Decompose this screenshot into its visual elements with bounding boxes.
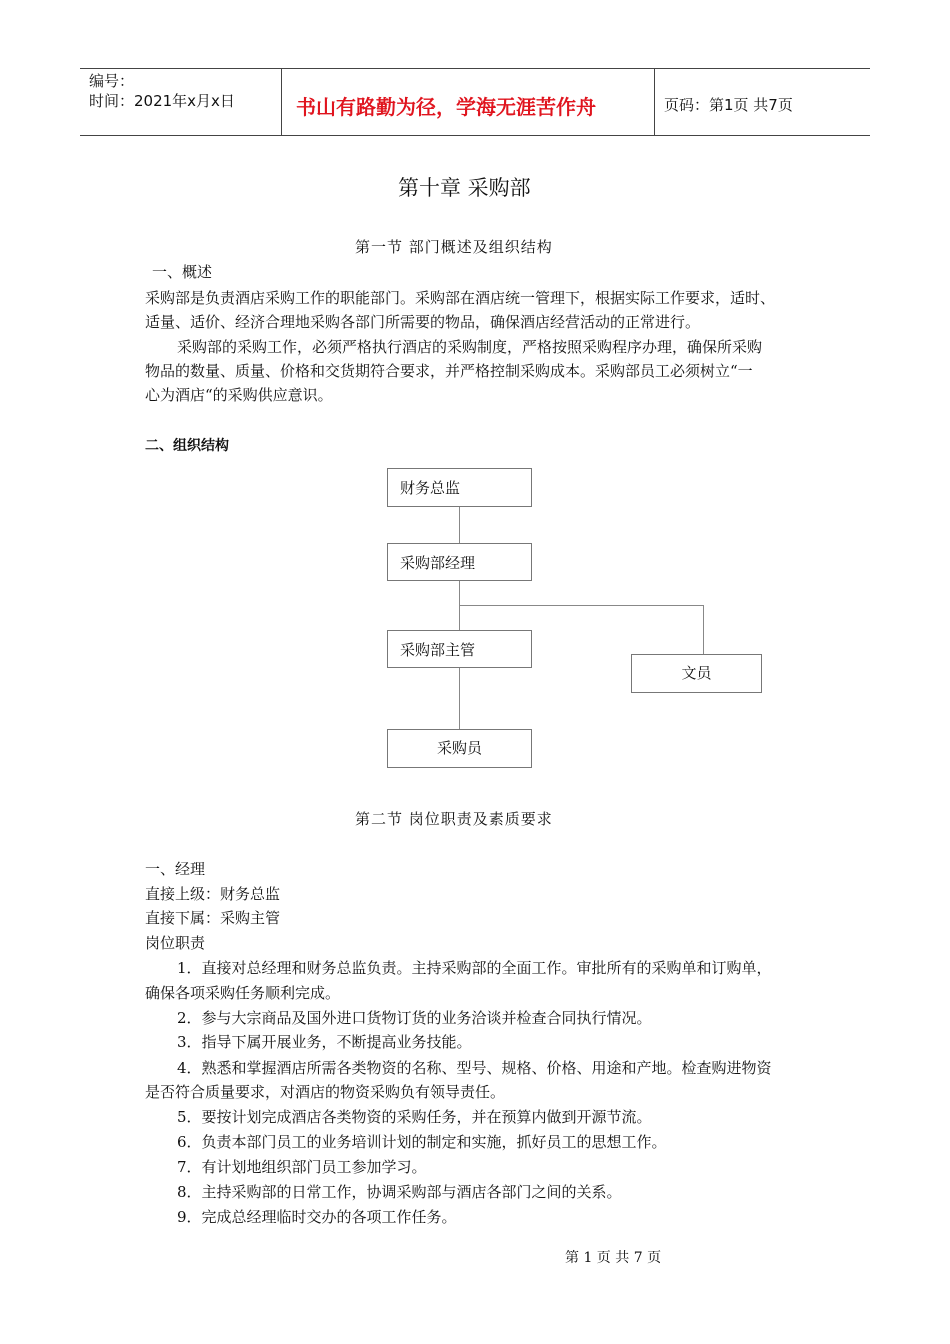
duty-6: 6．负责本部门员工的业务培训计划的制定和实施，抓好员工的思想工作。 bbox=[177, 1133, 667, 1151]
para1-line2: 适量、适价、经济合理地采购各部门所需要的物品，确保酒店经营活动的正常进行。 bbox=[145, 313, 701, 331]
superior-line: 直接上级：财务总监 bbox=[145, 885, 281, 903]
para2-line2: 物品的数量、质量、价格和交货期符合要求，并严格控制采购成本。采购部员工必须树立“一 bbox=[145, 362, 753, 380]
duty-7: 7．有计划地组织部门员工参加学习。 bbox=[177, 1158, 427, 1176]
header-motto: 书山有路勤为径，学海无涯苦作舟 bbox=[296, 95, 596, 119]
subordinate-line: 直接下属：采购主管 bbox=[145, 909, 281, 927]
org-label-buyer: 采购员 bbox=[436, 739, 482, 757]
para2-line1: 采购部的采购工作，必须严格执行酒店的采购制度，严格按照采购程序办理，确保所采购 bbox=[177, 338, 763, 356]
duty-5: 5．要按计划完成酒店各类物资的采购任务，并在预算内做到开源节流。 bbox=[177, 1108, 652, 1126]
org-label-supervisor: 采购部主管 bbox=[400, 641, 476, 659]
duty-2: 2．参与大宗商品及国外进口货物订货的业务洽谈并检查合同执行情况。 bbox=[177, 1009, 652, 1027]
para2-line3: 心为酒店“的采购供应意识。 bbox=[145, 386, 333, 404]
overview-heading: 一、概述 bbox=[152, 263, 213, 281]
org-label-manager: 采购部经理 bbox=[400, 554, 476, 572]
connector-supervisor-buyer bbox=[459, 667, 460, 730]
org-box-supervisor bbox=[387, 630, 532, 668]
duty-3: 3．指导下属开展业务，不断提高业务技能。 bbox=[177, 1033, 472, 1051]
header-bottom-border bbox=[80, 135, 870, 136]
duty-9: 9．完成总经理临时交办的各项工作任务。 bbox=[177, 1208, 457, 1226]
org-label-clerk: 文员 bbox=[681, 664, 712, 682]
duty-4-line2: 是否符合质量要求，对酒店的物资采购负有领导责任。 bbox=[145, 1083, 506, 1101]
org-box-clerk bbox=[631, 654, 762, 693]
org-box-manager bbox=[387, 543, 532, 581]
org-label-cfo: 财务总监 bbox=[400, 479, 461, 497]
header-divider-right bbox=[654, 68, 655, 135]
duties-heading: 岗位职责 bbox=[145, 934, 206, 952]
header-divider-left bbox=[281, 68, 282, 135]
header-time-label: 时间：2021年x月x日 bbox=[89, 92, 235, 110]
section1-title: 第一节 部门概述及组织结构 bbox=[355, 238, 553, 256]
org-box-buyer bbox=[387, 729, 532, 768]
duty-4-line1: 4．熟悉和掌握酒店所需各类物资的名称、型号、规格、价格、用途和产地。检查购进物资 bbox=[177, 1059, 772, 1077]
header-top-border bbox=[80, 68, 870, 69]
connector-branch-clerk bbox=[703, 605, 704, 655]
org-box-cfo bbox=[387, 468, 532, 507]
header-page-code: 页码：第1页 共7页 bbox=[664, 96, 793, 114]
chapter-title: 第十章 采购部 bbox=[398, 176, 531, 200]
duty-1-line1: 1．直接对总经理和财务总监负责。主持采购部的全面工作。审批所有的采购单和订购单， bbox=[177, 959, 772, 977]
footer-page-number: 第 1 页 共 7 页 bbox=[565, 1250, 662, 1266]
org-heading: 二、组织结构 bbox=[145, 438, 229, 454]
duty-1-line2: 确保各项采购任务顺利完成。 bbox=[145, 984, 341, 1002]
section2-title: 第二节 岗位职责及素质要求 bbox=[355, 810, 553, 828]
header-number-label: 编号： bbox=[89, 72, 135, 90]
connector-branch-horizontal bbox=[459, 605, 703, 606]
duty-8: 8．主持采购部的日常工作，协调采购部与酒店各部门之间的关系。 bbox=[177, 1183, 622, 1201]
para1-line1: 采购部是负责酒店采购工作的职能部门。采购部在酒店统一管理下，根据实际工作要求，适时、 bbox=[145, 289, 776, 307]
connector-cfo-manager bbox=[459, 506, 460, 544]
role-heading: 一、经理 bbox=[145, 860, 206, 878]
